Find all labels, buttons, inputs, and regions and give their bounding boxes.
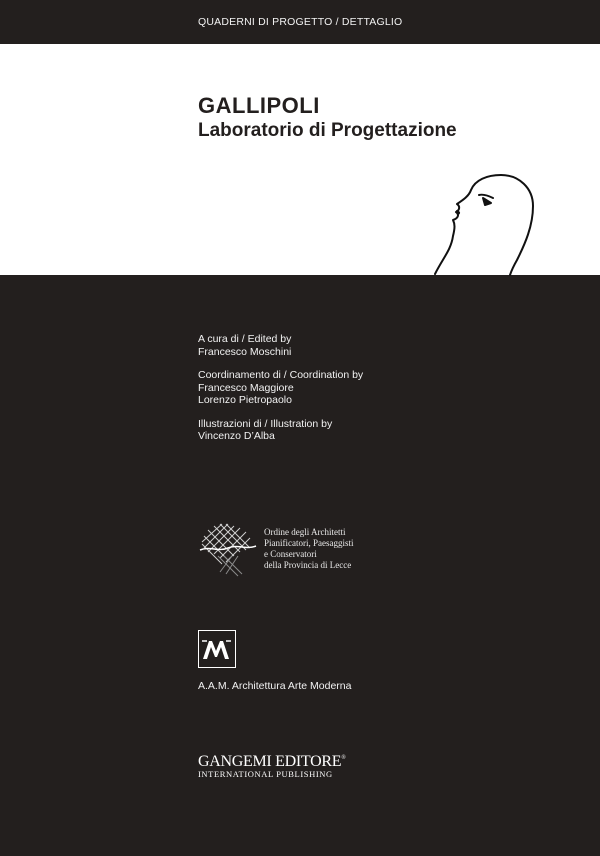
edited-label: A cura di / Edited by <box>198 333 292 345</box>
registered-mark: ® <box>341 755 346 761</box>
credits <box>198 333 363 454</box>
aam-logo-icon <box>198 630 236 668</box>
ordine-line: della Provincia di Lecce <box>264 560 352 570</box>
coordination-label: Coordinamento di / Coordination by <box>198 369 364 381</box>
coordination-name: Lorenzo Pietropaolo <box>198 394 292 406</box>
credits-illustration <box>198 418 363 443</box>
header-band <box>0 0 600 44</box>
edited-name: Francesco Moschini <box>198 345 292 358</box>
credits-edited <box>198 333 363 358</box>
ordine-architetti-logo <box>198 520 448 580</box>
illustration-name: Vincenzo D’Alba <box>198 430 275 442</box>
coordination-name: Francesco Maggiore <box>198 381 294 394</box>
ordine-line: e Conservatori <box>264 549 317 559</box>
publisher-subtitle: INTERNATIONAL PUBLISHING <box>198 769 333 779</box>
book-subtitle: Laboratorio di Progettazione <box>198 120 457 141</box>
face-illustration <box>425 170 545 276</box>
publisher-logo <box>198 753 345 779</box>
publisher-name-text: GANGEMI EDITORE <box>198 753 342 770</box>
ordine-lattice-icon <box>198 520 258 578</box>
illustration-label: Illustrazioni di / Illustration by <box>198 417 333 430</box>
series-title: QUADERNI DI PROGETTO / DETTAGLIO <box>198 16 403 28</box>
ordine-text <box>264 527 353 571</box>
ordine-line: Ordine degli Architetti <box>264 527 346 537</box>
book-title: GALLIPOLI <box>198 93 320 118</box>
aam-name: A.A.M. Architettura Arte Moderna <box>198 680 352 692</box>
credits-coordination <box>198 369 363 407</box>
ordine-line: Pianificatori, Paesaggisti <box>264 538 354 548</box>
